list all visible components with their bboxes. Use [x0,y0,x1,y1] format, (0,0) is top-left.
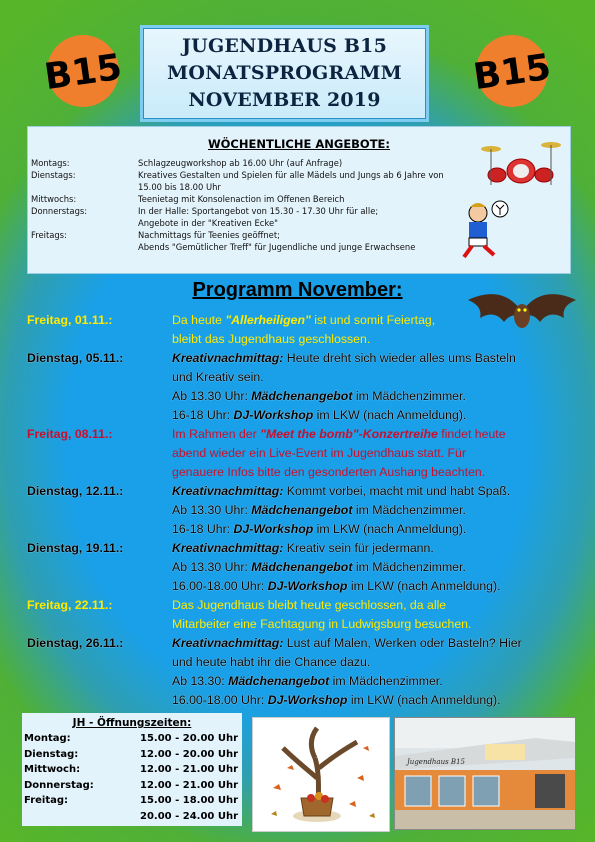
event-text-segment: im LKW (nach Anmeldung). [313,408,467,422]
b15-logo-left [41,34,125,108]
hours-row-day: Mittwoch: [24,764,81,775]
event-text-segment: im Mädchenzimmer. [352,560,466,574]
event-text-line [172,598,446,612]
hours-row-time: 12.00 - 20.00 Uhr [140,748,239,760]
event-text-segment: im LKW (nach Anmeldung). [313,522,467,536]
event-text-segment: Das Jugendhaus bleibt heute geschlossen, da alle [172,598,447,612]
event-highlight: Kreativnachmittag: [172,541,284,555]
event-text-line [172,465,485,479]
event-text-segment: findet heute [437,427,506,441]
hours-row-time: 12.00 - 21.00 Uhr [140,779,239,791]
event-text-segment: bleibt das Jugendhaus geschlossen. [172,332,371,346]
hours-row-day: Montag: [24,733,71,744]
drum-kit-icon [481,137,561,187]
event-text-segment: 16-18 Uhr: [172,522,234,536]
event-highlight: "Meet the bomb"-Konzertreihe [260,427,438,441]
event-text-segment: Heute dreht sich wieder alles ums Basteln [283,351,516,365]
event-text-line [172,503,466,517]
event-highlight: Mädchenangebot [251,389,353,403]
event-text-line [172,617,471,631]
bat-icon [464,282,580,336]
weekly-row-text: Nachmittags für Teenies geöffnet; [138,230,280,240]
svg-text:B15: B15 [470,46,554,99]
event-text-line [172,446,466,460]
hours-row-time: 15.00 - 20.00 Uhr [140,733,239,744]
event-date: Dienstag, 12.11.: [27,484,124,498]
hours-row-day: Donnerstag: [24,779,94,791]
autumn-tree-illustration [252,717,390,832]
event-text-line [172,693,501,707]
event-text-line [172,655,370,669]
weekly-row-day: Dienstags: [31,170,76,180]
event-text-line [172,484,510,498]
event-text-line [172,332,370,346]
event-text-segment: Ab 13.30: [172,674,229,688]
weekly-row-text: In der Halle: Sportangebot von 15.30 - 17.30 Uhr für alle; [138,206,379,216]
svg-text:Jugendhaus B15: Jugendhaus B15 [407,758,465,766]
opening-hours-box [22,713,242,826]
title-box [143,28,426,119]
weekly-offers-box [27,126,571,274]
title-line-3: NOVEMBER 2019 [188,89,381,111]
event-text-line [172,408,466,422]
event-date: Freitag, 01.11.: [27,313,113,327]
event-text-segment: Im Rahmen der [172,427,261,441]
event-text-segment: im LKW (nach Anmeldung). [347,693,501,707]
opening-hours-title: JH - Öffnungszeiten: [72,717,192,729]
weekly-row-day: Freitags: [31,230,67,240]
hours-row-time: 12.00 - 21.00 Uhr [140,764,239,775]
event-text-line [172,636,522,650]
title-line-1: JUGENDHAUS B15 [181,35,387,57]
event-text-segment: Mitarbeiter eine Fachtagung in Ludwigsburg besuchen. [172,617,472,631]
b15-logo-right [470,34,554,108]
event-highlight: DJ-Workshop [267,579,348,593]
event-text-segment: und Kreativ sein. [172,370,264,384]
weekly-row-text: Schlagzeugworkshop ab 16.00 Uhr (auf Anfrage) [138,158,343,168]
event-text-segment: genauere Infos bitte den gesonderten Aushang beachten. [172,465,486,479]
weekly-row-day: Donnerstags: [31,206,88,216]
event-highlight: DJ-Workshop [267,693,348,707]
event-highlight: DJ-Workshop [233,408,314,422]
event-highlight: Kreativnachmittag: [172,484,284,498]
event-text-line [172,579,501,593]
hours-row-day: Dienstag: [24,748,79,760]
program-title: Programm November: [192,279,403,301]
event-text-segment: und heute habt ihr die Chance dazu. [172,655,371,669]
event-highlight: Kreativnachmittag: [172,636,284,650]
event-text-segment: Da heute [172,313,226,327]
hours-row-day: Freitag: [24,795,69,806]
event-text-line [172,313,435,327]
event-text-segment: Ab 13.30 Uhr: [172,389,252,403]
event-text-segment: ist und somit Feiertag, [310,313,436,327]
event-text-segment: Ab 13.30 Uhr: [172,503,252,517]
event-highlight: Kreativnachmittag: [172,351,284,365]
weekly-row-day: Montags: [31,158,70,168]
event-text-line [172,560,466,574]
event-text-line [172,389,466,403]
event-text-line [172,351,516,365]
weekly-offers-title: WÖCHENTLICHE ANGEBOTE: [207,137,391,151]
event-text-line [172,541,434,555]
title-line-2: MONATSPROGRAMM [167,62,402,84]
weekly-row-text: Teenietag mit Konsolenaction im Offenen Bereich [138,194,345,204]
weekly-row-text: Angebote in der "Kreativen Ecke" [138,218,278,228]
event-text-segment: im Mädchenzimmer. [329,674,443,688]
weekly-row-text: Abends "Gemütlicher Treff" für Jugendliche und junge Erwachsene [138,242,416,252]
event-text-line [172,370,264,384]
event-text-segment: abend wieder ein Live-Event im Jugendhaus statt. Für [172,446,466,460]
svg-text:B15: B15 [41,46,125,99]
event-text-segment: Kreativ sein für jedermann. [283,541,434,555]
event-text-segment: im Mädchenzimmer. [352,389,466,403]
event-text-segment: 16.00-18.00 Uhr: [172,579,268,593]
event-text-segment: Ab 13.30 Uhr: [172,560,252,574]
weekly-row-text: Kreatives Gestalten und Spielen für alle Mädels und Jungs ab 6 Jahre von [138,170,444,180]
event-date: Dienstag, 26.11.: [27,636,124,650]
building-photo [394,717,576,830]
event-highlight: "Allerheiligen" [225,313,311,327]
event-text-line [172,522,466,536]
weekly-row-text: 15.00 bis 18.00 Uhr [138,182,221,192]
event-highlight: Mädchenangebot [251,560,353,574]
football-player-icon [456,199,512,263]
event-highlight: Mädchenangebot [251,503,353,517]
event-date: Freitag, 22.11.: [27,598,113,612]
event-text-segment: Lust auf Malen, Werken oder Basteln? Hier [283,636,522,650]
event-date: Dienstag, 19.11.: [27,541,124,555]
event-text-line [172,427,506,441]
event-date: Freitag, 08.11.: [27,427,113,441]
event-text-segment: 16.00-18.00 Uhr: [172,693,268,707]
event-text-segment: im LKW (nach Anmeldung). [347,579,501,593]
hours-row-time: 15.00 - 18.00 Uhr [140,795,239,806]
event-date: Dienstag, 05.11.: [27,351,124,365]
event-highlight: DJ-Workshop [233,522,314,536]
weekly-row-day: Mittwochs: [31,194,77,204]
hours-row-time: 20.00 - 24.00 Uhr [140,810,239,822]
event-text-segment: im Mädchenzimmer. [352,503,466,517]
event-text-segment: 16-18 Uhr: [172,408,234,422]
event-text-line [172,674,443,688]
event-text-segment: Kommt vorbei, macht mit und habt Spaß. [283,484,511,498]
event-highlight: Mädchenangebot [228,674,330,688]
